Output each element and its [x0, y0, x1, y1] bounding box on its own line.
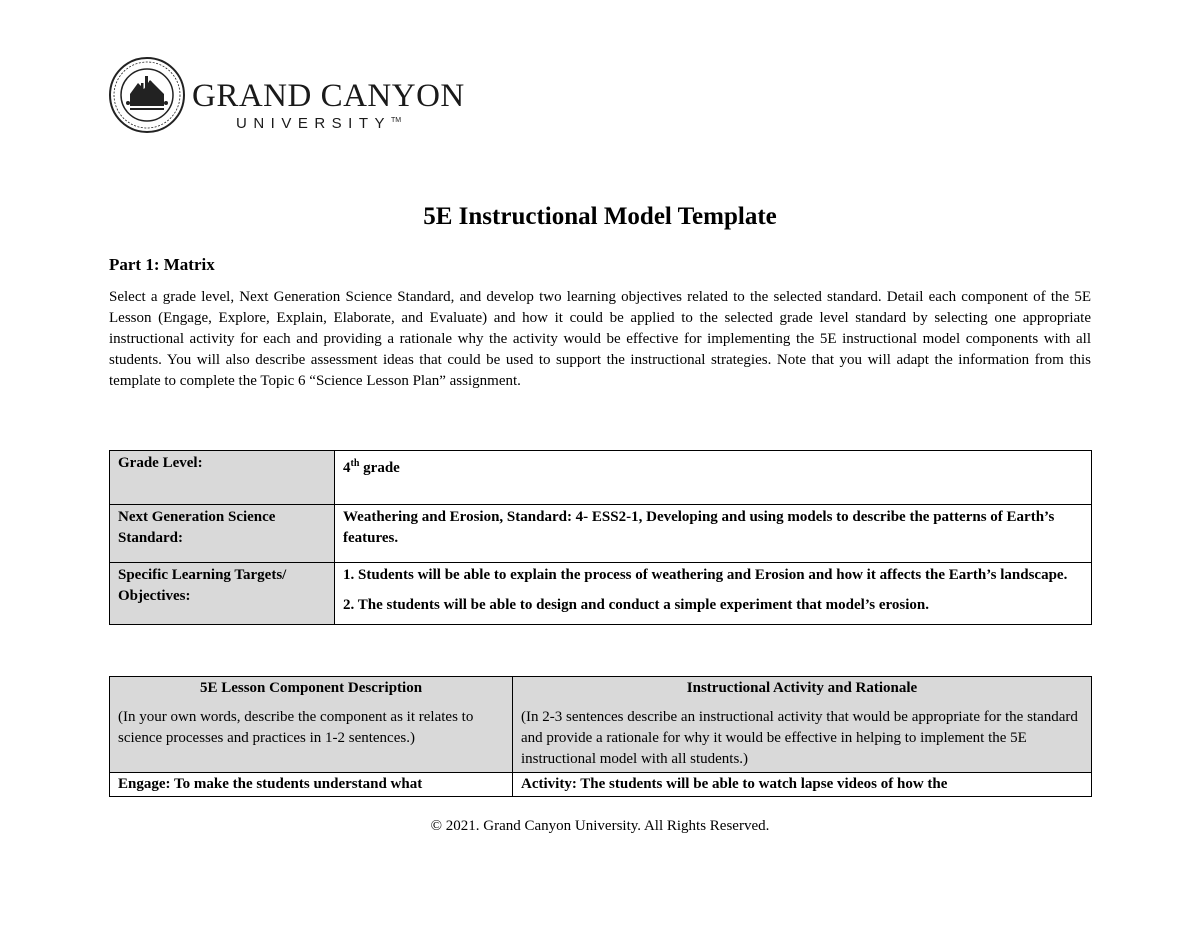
objectives-label: Specific Learning Targets/ Objectives:	[110, 563, 335, 625]
table-row	[110, 677, 1092, 773]
university-logo	[108, 56, 468, 136]
component-description-cell	[110, 677, 513, 773]
standard-value: Weathering and Erosion, Standard: 4- ESS2-1, Developing and using models to describe the patterns of Earth’s features.	[335, 505, 1092, 563]
objective-2: 2. The students will be able to design and conduct a simple experiment that model’s erosion.	[343, 597, 930, 613]
engage-cell: Engage: To make the students understand what	[110, 773, 513, 797]
component-description-header: 5E Lesson Component Description	[199, 680, 423, 696]
lesson-matrix-table	[109, 450, 1092, 625]
activity-rationale-header: Instructional Activity and Rationale	[686, 680, 918, 696]
logo-subtitle: UNIVERSITY™	[236, 115, 402, 132]
objective-1: 1. Students will be able to explain the process of weathering and Erosion and how it affects the Earth’s landscape.	[343, 567, 1068, 583]
standard-label: Next Generation Science Standard:	[110, 505, 335, 563]
copyright-footer: © 2021. Grand Canyon University. All Rights Reserved.	[430, 818, 770, 834]
component-description-text: (In your own words, describe the component as it relates to science processes and practices in 1-2 sentences.)	[118, 709, 474, 746]
engage-activity-cell: Activity: The students will be able to watch lapse videos of how the	[513, 773, 1092, 797]
component-table	[109, 676, 1092, 797]
university-seal-icon	[108, 56, 186, 134]
document-title: 5E Instructional Model Template	[423, 203, 777, 230]
table-row	[110, 505, 1092, 563]
table-row	[110, 773, 1092, 797]
table-row	[110, 563, 1092, 625]
table-row	[110, 451, 1092, 505]
grade-level-value: 4th grade	[335, 451, 1092, 505]
logo-name: GRAND CANYON	[192, 78, 465, 114]
part-heading: Part 1: Matrix	[109, 255, 215, 274]
grade-level-label: Grade Level:	[110, 451, 335, 505]
objectives-value	[335, 563, 1092, 625]
activity-rationale-text: (In 2-3 sentences describe an instructional activity that would be appropriate for the standard and provide a rationale for why it would be effective in helping to implement the 5E instructional model with all students.)	[521, 709, 1078, 767]
instructions-paragraph: Select a grade level, Next Generation Science Standard, and develop two learning objectives related to the selected standard. Detail each component of the 5E Lesson (Engage, Explore, Explain, Elaborate, and Evaluate) and how it could be applied to the selected grade level standard by selecting one appropriate instructional activity for each and providing a rationale why the activity would be effective for implementing the 5E instructional model components with all students. You will also describe assessment ideas that could be used to support the instructional strategies. Note that you will adapt the information from this template to complete the Topic 6 “Science Lesson Plan” assignment.	[109, 289, 1091, 389]
activity-rationale-cell	[513, 677, 1092, 773]
